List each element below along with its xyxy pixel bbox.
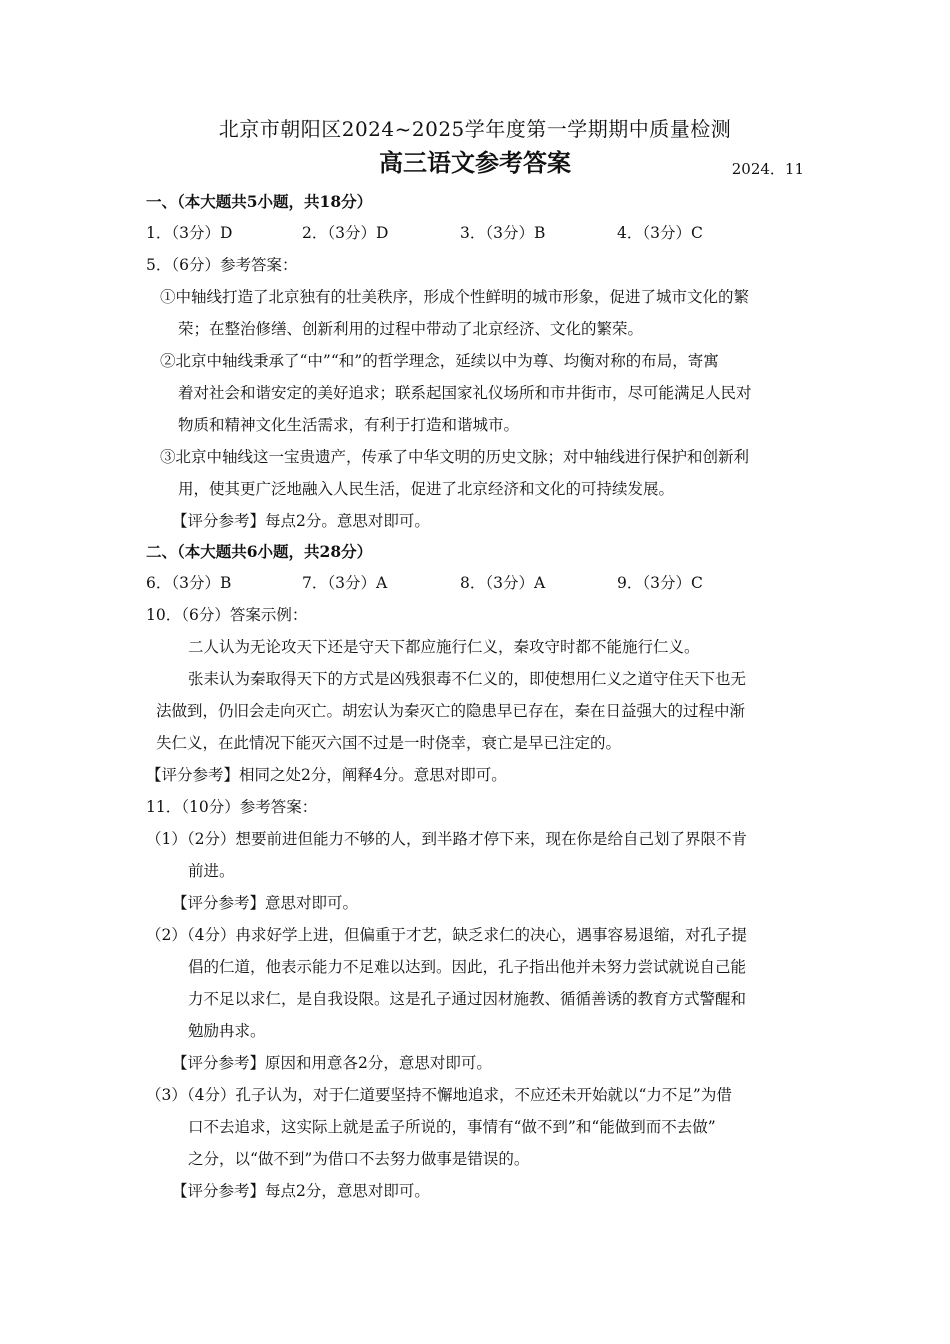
q11-part-2-line-1: （2）（4分）冉求好学上进，但偏重于才艺，缺乏求仁的决心，遇事容易退缩，对孔子提 [146,926,747,944]
q5-scoring-note: 【评分参考】每点2分。意思对即可。 [172,512,430,530]
document-title: 北京市朝阳区2024~2025学年度第一学期期中质量检测 [218,117,732,141]
q11-part-3-line-3: 之分，以“做不到”为借口不去努力做事是错误的。 [188,1150,530,1168]
q5-point-3-line-1: ③北京中轴线这一宝贵遗产，传承了中华文明的历史文脉；对中轴线进行保护和创新利 [160,448,750,466]
q11-part-2-note: 【评分参考】原因和用意各2分，意思对即可。 [172,1054,492,1072]
document-subtitle: 高三语文参考答案 [379,148,571,177]
answer-2: 2．（3分）D [302,224,389,242]
answer-7: 7．（3分）A [302,574,388,592]
q11-part-3-note: 【评分参考】每点2分，意思对即可。 [172,1182,430,1200]
q5-point-2-line-2: 着对社会和谐安定的美好追求；联系起国家礼仪场所和市井街市，尽可能满足人民对 [178,384,752,402]
q5-point-2-line-3: 物质和精神文化生活需求，有利于打造和谐城市。 [178,416,520,434]
question-11-heading: 11．（10分）参考答案： [146,798,318,816]
q5-point-3-line-2: 用，使其更广泛地融入人民生活，促进了北京经济和文化的可持续发展。 [178,480,675,498]
q10-scoring-note: 【评分参考】相同之处2分，阐释4分。意思对即可。 [146,766,507,784]
q5-point-2-line-1: ②北京中轴线秉承了“中”“和”的哲学理念，延续以中为尊、均衡对称的布局，寄寓 [160,352,719,370]
q11-part-1-line-2: 前进。 [188,862,235,880]
q11-part-3-line-1: （3）（4分）孔子认为，对于仁道要坚持不懈地追求，不应还未开始就以“力不足”为借 [146,1086,732,1104]
q10-line-4: 失仁义，在此情况下能灭六国不过是一时侥幸，衰亡是早已注定的。 [156,734,622,752]
answer-9: 9．（3分）C [617,574,703,592]
answer-1: 1．（3分）D [146,224,233,242]
answer-6: 6．（3分）B [146,574,232,592]
q10-line-2: 张耒认为秦取得天下的方式是凶残狠毒不仁义的，即使想用仁义之道守住天下也无 [188,670,747,688]
answer-4: 4．（3分）C [617,224,703,242]
section-1-heading: 一、（本大题共5小题，共18分） [146,192,373,211]
question-5-heading: 5．（6分）参考答案： [146,256,298,274]
section-2-heading: 二、（本大题共6小题，共28分） [146,542,373,561]
q11-part-2-line-4: 勉励冉求。 [188,1022,266,1040]
q10-line-3: 法做到，仍旧会走向灭亡。胡宏认为秦灭亡的隐患早已存在，秦在日益强大的过程中渐 [156,702,746,720]
q5-point-1-line-2: 荣；在整治修缮、创新利用的过程中带动了北京经济、文化的繁荣。 [178,320,644,338]
q11-part-2-line-3: 力不足以求仁，是自我设限。这是孔子通过因材施教、循循善诱的教育方式警醒和 [188,990,747,1008]
q11-part-1-line-1: （1）（2分）想要前进但能力不够的人，到半路才停下来，现在你是给自己划了界限不肯 [146,830,747,848]
answer-3: 3．（3分）B [460,224,546,242]
q11-part-1-note: 【评分参考】意思对即可。 [172,894,359,912]
q10-line-1: 二人认为无论攻天下还是守天下都应施行仁义，秦攻守时都不能施行仁义。 [188,638,700,656]
q11-part-2-line-2: 倡的仁道，他表示能力不足难以达到。因此，孔子指出他并未努力尝试就说自己能 [188,958,747,976]
question-10-heading: 10．（6分）答案示例： [146,606,308,624]
answer-8: 8．（3分）A [460,574,546,592]
q5-point-1-line-1: ①中轴线打造了北京独有的壮美秩序，形成个性鲜明的城市形象，促进了城市文化的繁 [160,288,750,306]
document-date: 2024．11 [731,160,804,178]
q11-part-3-line-2: 口不去追求，这实际上就是孟子所说的，事情有“做不到”和“能做到而不去做” [188,1118,716,1136]
